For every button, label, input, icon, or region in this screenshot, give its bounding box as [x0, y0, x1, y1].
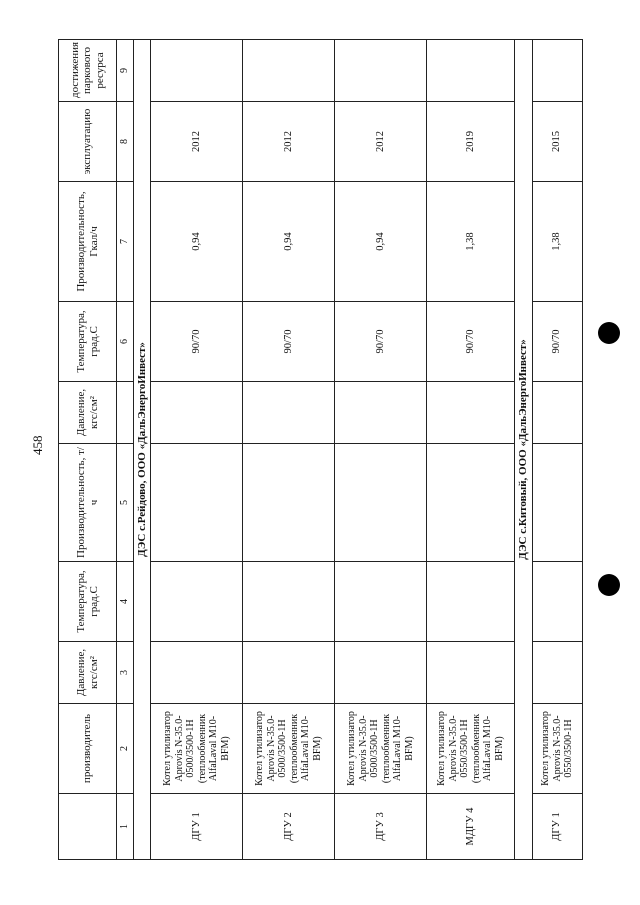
header-cell	[59, 794, 117, 860]
commission-year: 2015	[532, 102, 582, 182]
steam-pressure	[335, 642, 427, 704]
park-resource	[335, 40, 427, 102]
header-cell: производитель	[59, 704, 117, 794]
heat-capacity: 0,94	[243, 182, 335, 302]
heat-capacity: 1,38	[427, 182, 515, 302]
steam-capacity	[243, 444, 335, 562]
water-temperature: 90/70	[335, 302, 427, 382]
park-resource	[532, 40, 582, 102]
header-cell: Производительность, т/ч	[59, 444, 117, 562]
water-temperature: 90/70	[243, 302, 335, 382]
steam-temperature	[151, 562, 243, 642]
heat-capacity: 0,94	[335, 182, 427, 302]
heat-capacity: 1,38	[532, 182, 582, 302]
steam-pressure	[532, 642, 582, 704]
page-number: 458	[30, 435, 45, 455]
commission-year: 2012	[335, 102, 427, 182]
manufacturer: Котел утилизатор Aprovis N-35.0-0550/3500-1H (теплообменник AlfaLaval M10-BFM)	[427, 704, 515, 794]
steam-temperature	[335, 562, 427, 642]
manufacturer: Котел утилизатор Aprovis N-35.0-0500/3500-1H (теплообменник AlfaLaval M10-BFM)	[243, 704, 335, 794]
header-cell: Давление, кгс/см²	[59, 382, 117, 444]
table-row	[532, 40, 582, 860]
steam-temperature	[243, 562, 335, 642]
steam-temperature	[427, 562, 515, 642]
table-row	[151, 40, 243, 860]
column-number: 8	[117, 102, 134, 182]
manufacturer: Котел утилизатор Aprovis N-35.0-0500/3500-1H (теплообменник AlfaLaval M10-BFM)	[335, 704, 427, 794]
water-pressure	[335, 382, 427, 444]
water-temperature: 90/70	[151, 302, 243, 382]
commission-year: 2019	[427, 102, 515, 182]
table-row	[335, 40, 427, 860]
header-cell: Производительность, Гкал/ч	[59, 182, 117, 302]
table-row	[243, 40, 335, 860]
column-number: 6	[117, 302, 134, 382]
unit-name: ДГУ 1	[151, 794, 243, 860]
rotated-table-wrapper	[58, 40, 575, 860]
column-number: 3	[117, 642, 134, 704]
water-pressure	[532, 382, 582, 444]
unit-name: ДГУ 3	[335, 794, 427, 860]
header-cell: эксплуатацию	[59, 102, 117, 182]
water-temperature: 90/70	[427, 302, 515, 382]
table-row	[427, 40, 515, 860]
header-row	[59, 40, 117, 860]
steam-pressure	[151, 642, 243, 704]
column-number: 2	[117, 704, 134, 794]
column-number: 7	[117, 182, 134, 302]
water-pressure	[427, 382, 515, 444]
column-number-row	[117, 40, 134, 860]
column-number: 4	[117, 562, 134, 642]
heat-capacity: 0,94	[151, 182, 243, 302]
steam-capacity	[532, 444, 582, 562]
column-number: 5	[117, 444, 134, 562]
punch-hole-bottom	[598, 574, 620, 596]
punch-hole-top	[598, 322, 620, 344]
section-title-row	[133, 40, 151, 860]
steam-pressure	[427, 642, 515, 704]
column-number: 1	[117, 794, 134, 860]
water-temperature: 90/70	[532, 302, 582, 382]
manufacturer: Котел утилизатор Aprovis N-35.0-0500/3500-1H (теплообменник AlfaLaval M10-BFM)	[151, 704, 243, 794]
park-resource	[151, 40, 243, 102]
header-cell: Температура, град.С	[59, 302, 117, 382]
water-pressure	[151, 382, 243, 444]
steam-capacity	[335, 444, 427, 562]
unit-name: МДГУ 4	[427, 794, 515, 860]
steam-pressure	[243, 642, 335, 704]
manufacturer: Котел утилизатор Aprovis N-35.0-0550/3500-1H	[532, 704, 582, 794]
steam-capacity	[151, 444, 243, 562]
steam-capacity	[427, 444, 515, 562]
header-cell: достижения паркового ресурса	[59, 40, 117, 102]
commission-year: 2012	[243, 102, 335, 182]
section-title: ДЭС с.Китовый, ООО «ДальЭнергоИнвест»	[515, 40, 533, 860]
park-resource	[243, 40, 335, 102]
unit-name: ДГУ 2	[243, 794, 335, 860]
column-number	[117, 382, 134, 444]
section-title-row	[515, 40, 533, 860]
water-pressure	[243, 382, 335, 444]
park-resource	[427, 40, 515, 102]
section-title: ДЭС с.Рейдово, ООО «ДальЭнергоИнвест»	[133, 40, 151, 860]
header-cell: Температура, град.С	[59, 562, 117, 642]
header-cell: Давление, кгс/см²	[59, 642, 117, 704]
equipment-table	[58, 39, 583, 860]
unit-name: ДГУ 1	[532, 794, 582, 860]
steam-temperature	[532, 562, 582, 642]
column-number: 9	[117, 40, 134, 102]
commission-year: 2012	[151, 102, 243, 182]
